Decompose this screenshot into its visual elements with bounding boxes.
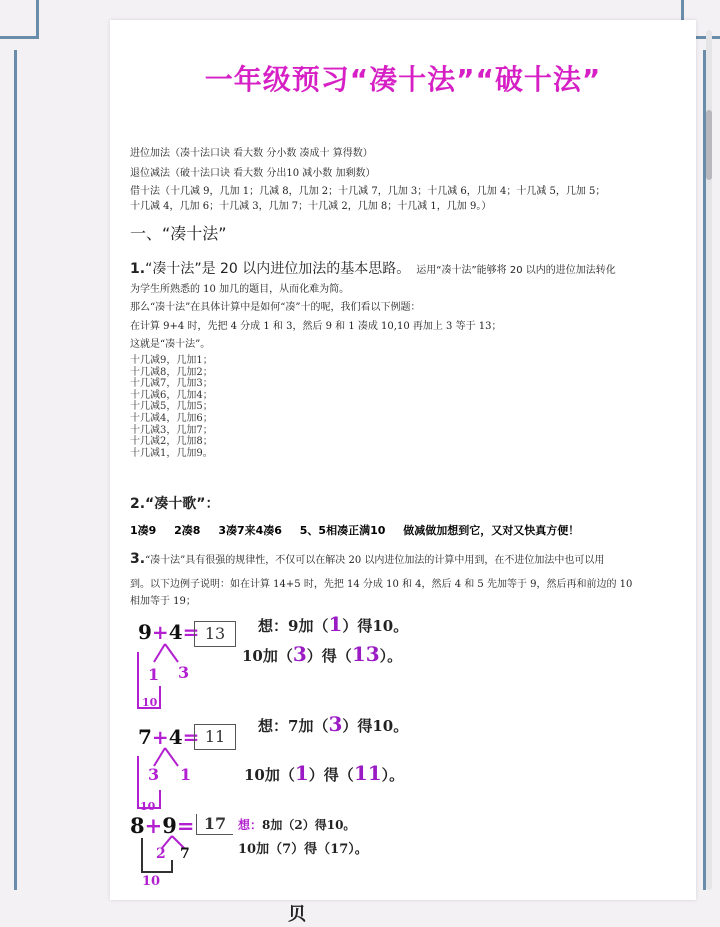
point1-number: 1. — [130, 261, 146, 277]
example-2-think-line-2 — [244, 761, 404, 785]
rule-row: 十几减1，几加9。 — [130, 447, 213, 459]
think-blank-value: 1 — [294, 761, 309, 785]
document-page — [110, 20, 696, 925]
example-3-part-1: 2 — [156, 846, 166, 862]
think-blank-value: 13 — [351, 642, 380, 666]
example-1-ten: 10 — [142, 696, 158, 709]
example-1-part-2: 3 — [178, 663, 190, 682]
example-1-answer-box: 13 — [194, 621, 236, 647]
think-label: 想： — [258, 717, 289, 735]
think-label: 想： — [238, 818, 263, 832]
example-1-think-line-2 — [242, 642, 402, 666]
point1-heading — [130, 258, 616, 278]
song-part-1: 1凑9 — [130, 524, 157, 537]
point1-title-rest: 运用“凑十法”能够将 20 以内的进位加法转化 — [416, 265, 616, 276]
example-1-split-lines — [130, 642, 200, 722]
intro-line-3: 借十法（十几减 9，几加 1；几减 8，几加 2；十几减 7，几加 3；十几减 6，几加 4；十几减 5，几加 5； — [130, 186, 606, 197]
example-3-ten: 10 — [142, 874, 161, 889]
think-text: ）。 — [381, 766, 405, 784]
example-1-think-line-1 — [258, 612, 408, 636]
example-2-answer-box: 11 — [194, 724, 236, 750]
point1-title: “凑十法”是 20 以内进位加法的基本思路。 — [145, 261, 411, 277]
rule-row: 十几减8，几加2； — [130, 366, 213, 378]
think-blank-value: 17 — [330, 842, 349, 857]
think-blank-value: 1 — [328, 612, 343, 636]
think-text: 9加（ — [288, 617, 329, 635]
point1-line-1: 为学生所熟悉的 10 加几的题目，从而化难为简。 — [130, 284, 350, 295]
example-2-part-1: 3 — [148, 765, 160, 784]
think-blank-value: 7 — [282, 842, 292, 857]
think-blank-value: 2 — [294, 818, 303, 832]
point3-line-1 — [130, 548, 604, 567]
example-2-addend-a: 7 — [138, 725, 152, 749]
scrollbar-thumb[interactable] — [706, 110, 712, 180]
point3-text-1: “凑十法”具有很强的规律性，不仅可以在解决 20 以内进位加法的计算中用到，在不进位加法中也可以用 — [145, 555, 605, 566]
make-ten-song — [130, 522, 593, 538]
think-text: 10加（ — [242, 647, 293, 665]
example-3-answer-box: 17 — [196, 814, 233, 835]
rule-row: 十几减2，几加8； — [130, 436, 213, 448]
think-text: 10加（ — [244, 766, 295, 784]
think-text: ）得10。 — [302, 818, 356, 832]
point3-line-2: 到。以下边例子说明：如在计算 14+5 时，先把 14 分成 10 和 4，然后 4 和 5 先加等于 9，然后再和前边的 10 — [130, 579, 633, 590]
example-1-addend-a: 9 — [138, 620, 152, 644]
example-3-addend-a: 8 — [130, 813, 145, 838]
think-text: 8加（ — [262, 818, 295, 832]
subtraction-rule-list — [130, 355, 213, 459]
example-3-part-2: 7 — [180, 846, 190, 862]
think-text: ）得10。 — [342, 617, 409, 635]
rule-row: 十几减3，几加7； — [130, 424, 213, 436]
example-2-addend-b: 4 — [168, 725, 183, 749]
example-2-ten: 10 — [140, 800, 156, 813]
example-2-equation: 7+4= — [138, 725, 200, 749]
think-blank-value: 11 — [353, 761, 382, 785]
rule-row: 十几减5，几加5； — [130, 401, 213, 413]
example-1-addend-b: 4 — [168, 620, 183, 644]
example-3-think-line-1 — [238, 816, 355, 833]
think-text: ）得（ — [291, 842, 331, 857]
example-2-part-2: 1 — [180, 765, 192, 784]
section-heading-one: 一、“凑十法” — [130, 224, 227, 243]
rule-row: 十几减4，几加6； — [130, 412, 213, 424]
think-blank-value: 3 — [328, 712, 343, 736]
song-part-3: 3凑7来4凑6 — [218, 524, 282, 537]
point3-number: 3. — [130, 551, 146, 567]
frame-side-left — [14, 50, 17, 890]
example-3-equation: 8+9= — [130, 813, 195, 838]
point1-line-3: 在计算 9+4 时，先把 4 分成 1 和 3，然后 9 和 1 凑成 10,10 再加上 3 等于 13； — [130, 321, 502, 332]
song-part-2: 2凑8 — [174, 524, 201, 537]
rule-row: 十几减9，几加1； — [130, 355, 213, 366]
page-footer-char: 贝 — [288, 904, 306, 925]
song-part-5: 做减做加想到它，又对又快真方便！ — [403, 524, 580, 537]
think-text: ）。 — [348, 842, 368, 857]
point1-line-4: 这就是“凑十法”。 — [130, 339, 211, 350]
intro-line-2: 退位减法（破十法口诀 看大数 分出10 减小数 加剩数） — [130, 168, 376, 179]
think-text: ）。 — [379, 647, 403, 665]
think-text: ）得10。 — [342, 717, 409, 735]
intro-line-1: 进位加法（凑十法口诀 看大数 分小数 凑成十 算得数） — [130, 148, 373, 159]
think-text: 10加（ — [238, 842, 283, 857]
point1-line-2: 那么“凑十法”在具体计算中是如何“凑”十的呢，我们看以下例题： — [130, 302, 421, 313]
rule-row: 十几减7，几加3； — [130, 378, 213, 390]
point3-line-3: 相加等于 19； — [130, 596, 196, 607]
think-text: 7加（ — [288, 717, 329, 735]
example-1-equation: 9+4= — [138, 620, 200, 644]
think-text: ）得（ — [308, 766, 354, 784]
example-3-addend-b: 9 — [162, 813, 177, 838]
page-title: 一年级预习“凑十法”“破十法” — [204, 63, 602, 96]
example-3-think-line-2 — [238, 838, 368, 857]
song-part-4: 5、5相凑正满10 — [299, 524, 386, 537]
think-label: 想： — [258, 617, 289, 635]
rule-row: 十几减6，几加4； — [130, 389, 213, 401]
think-blank-value: 3 — [292, 642, 307, 666]
example-2-think-line-1 — [258, 712, 408, 736]
think-text: ）得（ — [306, 647, 352, 665]
example-1-part-1: 1 — [148, 665, 160, 684]
frame-corner-top-left — [0, 0, 39, 39]
intro-line-4: 十几减 4，几加 6；十几减 3，几加 7；十几减 2，几加 8；十几减 1，几加 9。） — [130, 201, 492, 212]
point2-heading: 2.“凑十歌”： — [130, 496, 220, 512]
